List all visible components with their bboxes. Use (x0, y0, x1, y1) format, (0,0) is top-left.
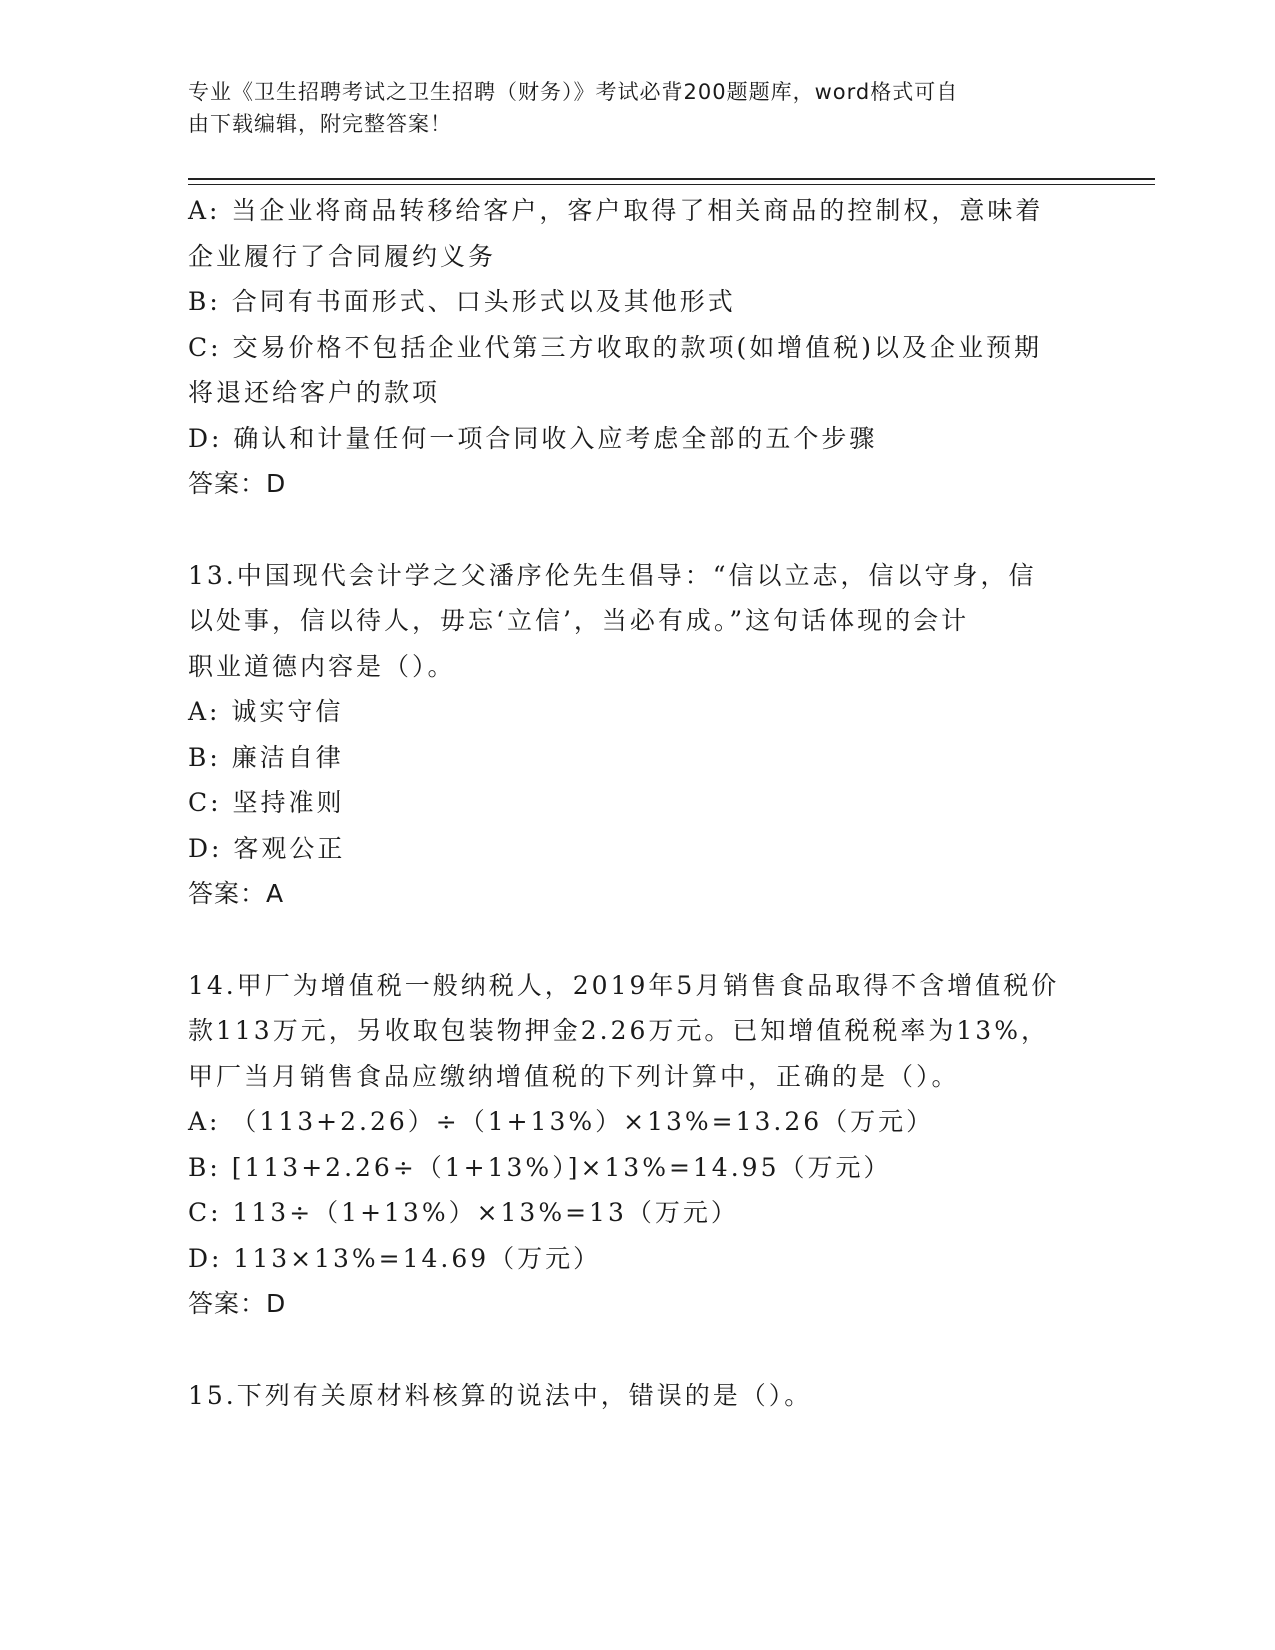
q12-option-a-line-2: 企业履行了合同履约义务 (188, 241, 497, 271)
header-rule-thick (188, 178, 1155, 180)
q14-stem-line-2: 款113万元，另收取包装物押金2.26万元。已知增值税税率为13%， (188, 1016, 1049, 1045)
q14-option-c: C: 113÷（1+13%）×13%=13（万元） (188, 1198, 739, 1227)
document-header (188, 76, 1068, 140)
q14-option-d: D: 113×13%=14.69（万元） (188, 1243, 602, 1273)
q13-answer: 答案：A (188, 879, 285, 908)
q13-stem-line-2: 以处事，信以待人，毋忘‘立信’，当必有成。”这句话体现的会计 (188, 606, 970, 635)
q12-option-a-line-1: A: 当企业将商品转移给客户，客户取得了相关商品的控制权，意味着 (188, 196, 1044, 225)
q12-option-c-line-2: 将退还给客户的款项 (188, 378, 441, 407)
q14-option-a: A: （113+2.26）÷（1+13%）×13%=13.26（万元） (188, 1107, 935, 1136)
q13-option-c: C: 坚持准则 (188, 788, 345, 817)
question-14-block (188, 963, 1088, 1327)
q13-stem-line-1: 13.中国现代会计学之父潘序伦先生倡导：“信以立志，信以守身，信 (188, 560, 1037, 590)
question-content (188, 188, 1088, 1418)
q14-stem-line-1: 14.甲厂为增值税一般纳税人，2019年5月销售食品取得不含增值税价 (188, 970, 1060, 1000)
q12-option-c-line-1: C: 交易价格不包括企业代第三方收取的款项(如增值税)以及企业预期 (188, 332, 1043, 362)
q14-answer: 答案：D (188, 1289, 287, 1318)
spacer (188, 1327, 1088, 1373)
q13-option-a: A: 诚实守信 (188, 697, 344, 726)
header-rule-thin (188, 184, 1155, 185)
q12-option-d: D: 确认和计量任何一项合同收入应考虑全部的五个步骤 (188, 423, 878, 453)
q13-stem-line-3: 职业道德内容是（）。 (188, 651, 456, 681)
q13-option-b: B: 廉洁自律 (188, 742, 344, 772)
question-13-block (188, 553, 1088, 917)
header-title-line-2: 由下载编辑，附完整答案！ (188, 112, 452, 136)
spacer (188, 917, 1088, 963)
spacer (188, 507, 1088, 553)
q15-stem-line-1: 15.下列有关原材料核算的说法中，错误的是（）。 (188, 1380, 813, 1410)
question-12-block (188, 188, 1088, 507)
q14-option-b: B: [113+2.26÷（1+13%）]×13%=14.95（万元） (188, 1152, 892, 1182)
header-title-line-1: 专业《卫生招聘考试之卫生招聘（财务）》考试必背200题题库，word格式可自 (188, 80, 959, 104)
question-15-block (188, 1373, 1088, 1419)
q12-answer: 答案：D (188, 469, 287, 498)
q13-option-d: D: 客观公正 (188, 833, 346, 863)
q12-option-b: B: 合同有书面形式、口头形式以及其他形式 (188, 287, 736, 316)
q14-stem-line-3: 甲厂当月销售食品应缴纳增值税的下列计算中，正确的是（）。 (188, 1061, 960, 1091)
